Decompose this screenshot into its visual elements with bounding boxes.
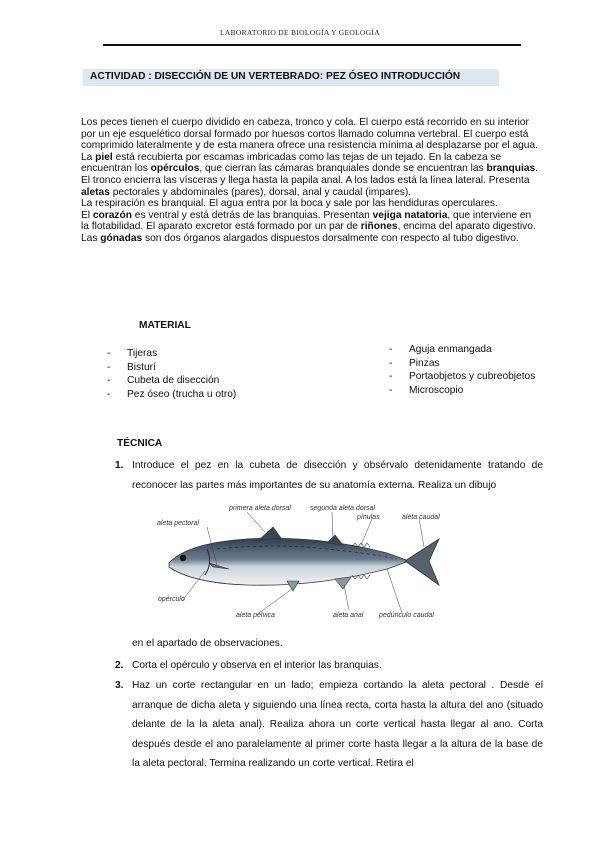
- step-text: Haz un corte rectangular en un lado; empieza cortando la aleta pectoral . Desde el arranque de dicha aleta y siguiendo una línea recta, corta hasta la altura del ano (situado delante de la la aleta anal). Realiza ahora un corte vertical hasta llegar al ano. Corta después desde el ano paralelamente al primer corte hasta llegar a la altura de la base de la aleta pectoral. Termina realizando un corte vertical. Retira el: [132, 680, 543, 769]
- step-3: [115, 676, 543, 774]
- material-heading: MATERIAL: [139, 320, 191, 331]
- material-list-left: [107, 347, 236, 401]
- intro-paragraph-1: Los peces tienen el cuerpo dividido en cabeza, tronco y cola. El cuerpo está recorrido en su interior por un eje esquelético dorsal formado por huesos cortos llamado columna vertebral. El cuerpo está comprimido lateralmente y de esta manera ofrece una resistencia mínima al desplazarse por el agua.: [81, 117, 538, 152]
- list-item: - Pez óseo (trucha u otro): [107, 388, 236, 402]
- label-aleta-pectoral: aleta pectoral: [157, 520, 200, 527]
- intro-paragraph-2: La piel está recubierta por escamas imbricadas como las tejas de un tejado. En la cabeza se encuentran los opérculos, que cierran las cámaras branquiales donde se encuentran las branquias. El tronco encierra las vísceras y llega hasta la papila anal. A los lados está la línea lateral. Presenta aletas pectorales y abdominales (pares), dorsal, anal y caudal (impares).: [81, 151, 539, 198]
- list-item: - Pinzas: [389, 357, 535, 371]
- label-aleta-caudal: aleta caudal: [402, 514, 440, 521]
- material-list-right: [389, 343, 535, 397]
- step-text: Introduce el pez en la cubeta de disección y obsérvalo detenidamente tratando de reconocer las partes más importantes de su anatomía externa. Realiza un dibujo: [132, 460, 543, 491]
- fish-anatomy-figure: [147, 505, 447, 625]
- list-item: - Cubeta de disección: [107, 374, 236, 388]
- label-operculo: opérculo: [158, 596, 185, 603]
- list-item: - Bisturí: [107, 361, 236, 375]
- intro-paragraph-4: El corazón es ventral y está detrás de las branquias. Presentan vejiga natatoria, que interviene en la flotabilidad. El aparato excretor está formado por un par de riñones, encima del aparato digestivo. Las gónadas son dos órganos alargados dispuestos dorsalmente con respecto al tubo digestivo.: [81, 209, 536, 244]
- label-segunda-aleta-dorsal: segunda aleta dorsal: [310, 505, 375, 512]
- list-item: - Tijeras: [107, 347, 236, 361]
- step-text: Corta el opérculo y observa en el interior las branquias.: [132, 660, 382, 671]
- list-item: - Microscopio: [389, 384, 535, 398]
- step-number: 1.: [115, 460, 124, 471]
- step-1: [115, 456, 543, 495]
- step-1-continuation: en el apartado de observaciones.: [132, 638, 283, 649]
- label-aleta-anal: aleta anal: [333, 612, 364, 619]
- label-primera-aleta-dorsal: primera aleta dorsal: [229, 505, 291, 512]
- page-header: LABORATORIO DE BIOLOGÍA Y GEOLOGÍA: [220, 28, 380, 37]
- step-number: 2.: [115, 660, 124, 671]
- step-number: 3.: [115, 680, 124, 691]
- list-item: - Portaobjetos y cubreobjetos: [389, 370, 535, 384]
- header-rule: [103, 44, 521, 46]
- label-pedunculo-caudal: pedúnculo caudal: [379, 612, 434, 619]
- step-2: [115, 656, 543, 676]
- activity-title: ACTIVIDAD : DISECCIÓN DE UN VERTEBRADO: PEZ ÓSEO INTRODUCCIÓN: [90, 71, 461, 82]
- intro-paragraph-3: La respiración es branquial. El agua entra por la boca y sale por las hendiduras operculares.: [81, 198, 498, 210]
- list-item: - Aguja enmangada: [389, 343, 535, 357]
- label-pinulas: pínulas: [357, 514, 380, 521]
- tecnica-heading: TÉCNICA: [117, 438, 163, 449]
- label-aleta-pelvica: aleta pélvica: [236, 612, 275, 619]
- intro-text: [81, 117, 541, 245]
